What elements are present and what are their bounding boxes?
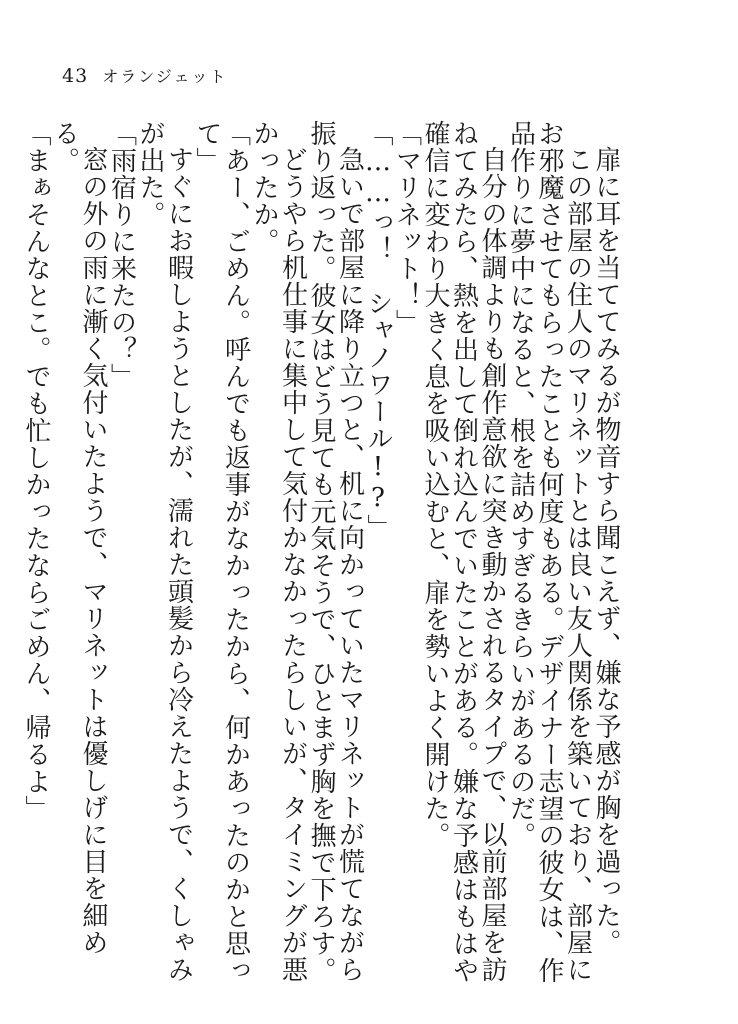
- chapter-title: オランジェット: [102, 67, 228, 86]
- paragraph: すぐにお暇しようとしたが、濡れた頭髪から冷えたようで、くしゃみが出た。: [135, 120, 194, 983]
- paragraph: 自分の体調よりも創作意欲に突き動かされるタイプで、以前部屋を訪ねてみたら、熱を出して倒れ込んでいたことがある。嫌な予感はもはや確信に変わり大きく息を吸い込むと、扉を勢いよく開けた。: [420, 120, 507, 984]
- dialogue-line: 「まぁそんなとこ。でも忙しかったならごめん、帰るよ」: [21, 120, 51, 822]
- page-number: 43: [62, 65, 89, 87]
- dialogue-line: 「雨宿りに来たの？」: [106, 120, 137, 390]
- paragraph: 窓の外の雨に漸く気付いたようで、マリネットは優しげに目を細める。: [49, 120, 108, 956]
- paragraph: 扉に耳を当ててみるが物音すら聞こえず、嫌な予感が胸を過った。: [591, 146, 621, 956]
- vertical-text-body: [21, 120, 621, 1000]
- dialogue-line: 「マリネット！」: [391, 120, 422, 336]
- paragraph: この部屋の住人のマリネットとは良い友人関係を築いており、部屋にお邪魔させてもらったことも何度もある。デザイナー志望の彼女は、作品作りに夢中になると、根を詰めすぎるきらいがあるのだ。: [505, 120, 593, 984]
- dialogue-line: 「あー、ごめん。呼んでも返事がなかったから、何かあったのかと思って」: [192, 120, 251, 984]
- paragraph: どうやら机仕事に集中して気付かなかったらしいが、タイミングが悪かったか。: [249, 120, 308, 983]
- paragraph: 急いで部屋に降り立つと、机に向かっていたマリネットが慌てながら振り返った。彼女はどう見ても元気そうで、ひとまず胸を撫で下ろす。: [306, 120, 365, 984]
- dialogue-line: 「……っ！ シャノワール!?」: [363, 120, 393, 541]
- page-header: [62, 64, 227, 87]
